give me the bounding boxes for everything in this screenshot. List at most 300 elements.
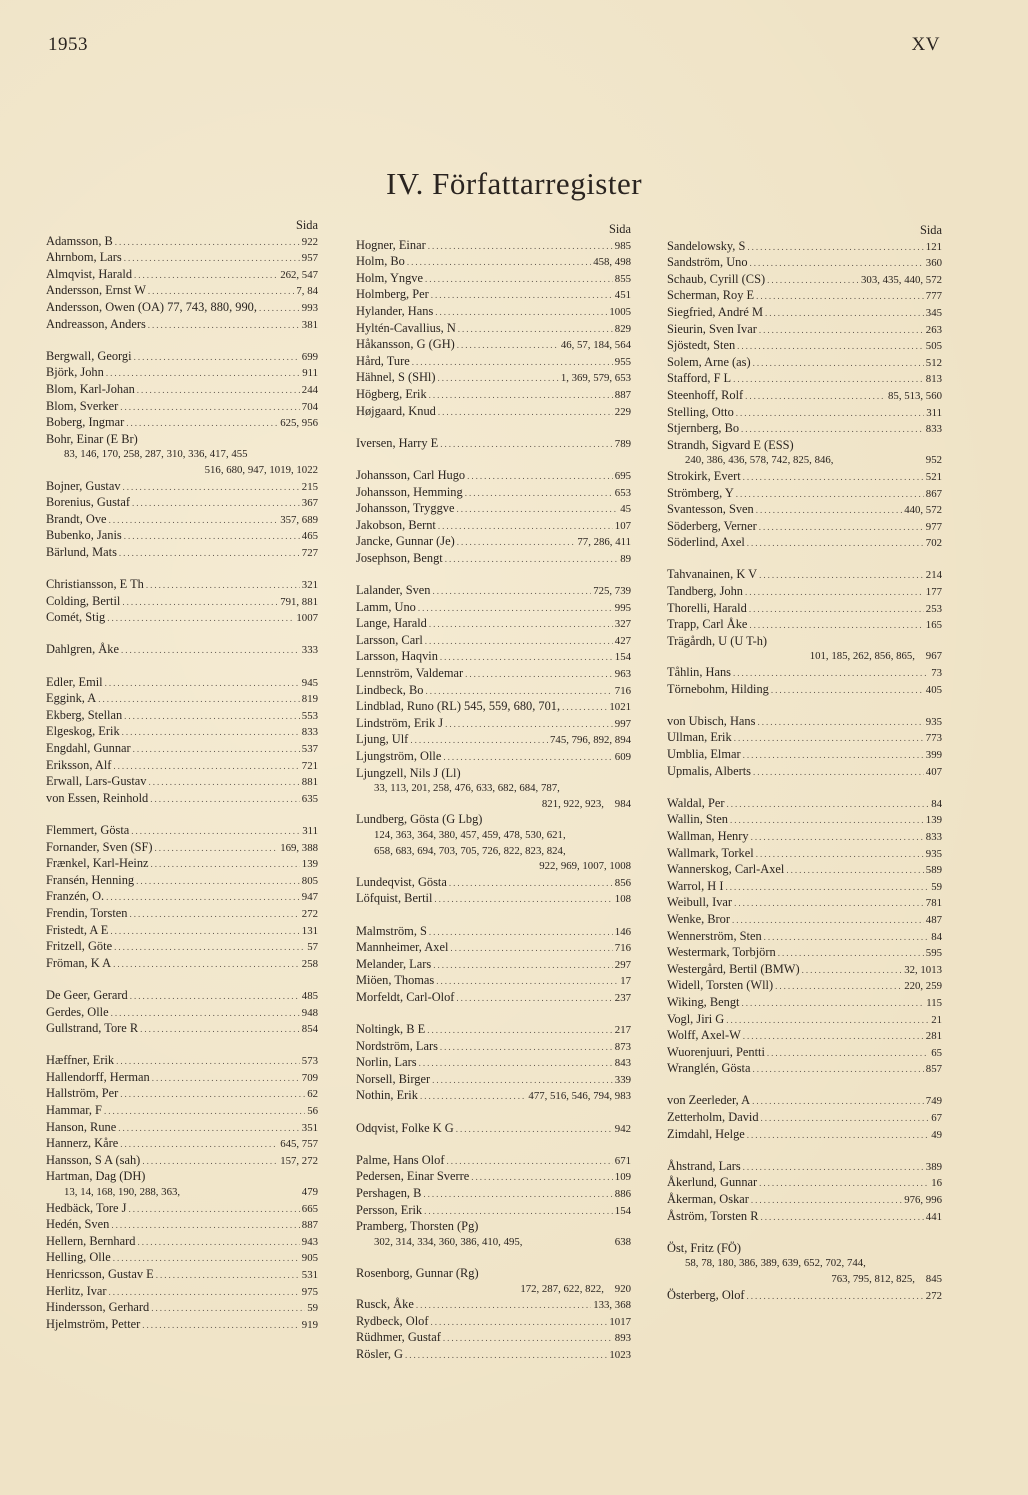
- index-entry: [667, 1110, 942, 1127]
- index-entry: [46, 856, 318, 873]
- entry-page-refs: 244: [301, 383, 318, 396]
- index-entry: [667, 502, 942, 519]
- index-entry: [667, 1159, 942, 1176]
- entry-name: Bergwall, Georgi: [46, 348, 132, 363]
- entry-name: Lange, Harald: [356, 616, 427, 631]
- entry-page-refs: 725, 739: [593, 585, 631, 598]
- entry-page-refs: 46, 57, 184, 564: [560, 339, 631, 352]
- entry-name: Hindersson, Gerhard: [46, 1300, 150, 1315]
- entry-page-refs: 749: [925, 1095, 942, 1108]
- dot-leader: [142, 1154, 278, 1170]
- entry-page-refs: 997: [614, 717, 631, 730]
- entry-page-refs: 716: [614, 942, 631, 955]
- index-entry: [46, 1120, 318, 1137]
- entry-name: Larsson, Haqvin: [356, 649, 438, 664]
- entry-page-refs: 441: [925, 1210, 942, 1223]
- index-entry: [356, 404, 631, 421]
- index-entry: [356, 973, 631, 990]
- entry-name: von Ubisch, Hans: [667, 713, 756, 728]
- index-entry: [46, 577, 318, 594]
- index-group: [46, 823, 318, 972]
- entry-page-refs: 704: [301, 400, 318, 413]
- entry-page-refs: 948: [301, 1006, 318, 1019]
- index-entry: [46, 1234, 318, 1251]
- entry-name: Norsell, Birger: [356, 1071, 431, 1086]
- entry-name: Gullstrand, Tore R: [46, 1021, 139, 1036]
- dot-leader: [428, 239, 613, 255]
- dot-leader: [756, 289, 924, 305]
- entry-name: Elgeskog, Erik: [46, 724, 120, 739]
- index-entry: [667, 1192, 942, 1209]
- entry-page-refs: 695: [614, 469, 631, 482]
- entry-name: Noltingk, B E: [356, 1022, 426, 1037]
- index-group: [356, 924, 631, 1007]
- entry-name: Hedén, Sven: [46, 1217, 110, 1232]
- index-entry: [667, 322, 942, 339]
- entry-page-refs: 7, 84: [296, 285, 318, 298]
- entry-page-refs: 458, 498: [593, 256, 631, 269]
- index-entry: [46, 1153, 318, 1170]
- index-entry: [46, 1217, 318, 1234]
- entry-name: Zetterholm, David: [667, 1110, 759, 1125]
- entry-name: Ullman, Erik: [667, 730, 732, 745]
- entry-name: Vogl, Jiri G: [667, 1011, 725, 1026]
- entry-page-refs: 89: [620, 552, 631, 565]
- entry-page-refs: 721: [301, 759, 318, 772]
- dot-leader: [137, 383, 300, 399]
- entry-name: Hannerz, Kåre: [46, 1136, 119, 1151]
- entry-page-refs: 635: [301, 792, 318, 805]
- index-entry: [356, 1121, 631, 1138]
- index-entry: [46, 1070, 318, 1087]
- dot-leader: [120, 1087, 305, 1103]
- dot-leader: [436, 974, 618, 990]
- entry-page-refs: 521: [925, 470, 942, 483]
- entry-name: Siegfried, André M: [667, 304, 764, 319]
- entry-name: Hedbäck, Tore J: [46, 1200, 127, 1215]
- dot-leader: [429, 925, 613, 941]
- dot-leader: [465, 486, 613, 502]
- dot-leader: [140, 1022, 300, 1038]
- entry-name: Lundeqvist, Gösta: [356, 874, 447, 889]
- entry-page-refs: 777: [925, 290, 942, 303]
- entry-name: Lalander, Sven: [356, 583, 431, 598]
- index-entry: [667, 862, 942, 879]
- index-entry: [356, 957, 631, 974]
- index-entry: [667, 1175, 942, 1192]
- index-entry: [356, 924, 631, 941]
- entry-name: Eggink, A: [46, 691, 97, 706]
- index-entry: [356, 749, 631, 766]
- index-entry: [356, 716, 631, 733]
- entry-page-refs: 919: [301, 1318, 318, 1331]
- entry-refs-cont: 763, 795, 812, 825, 845: [831, 1273, 942, 1285]
- index-entry: [667, 929, 942, 946]
- entry-page-refs: 59: [931, 880, 942, 893]
- dot-leader: [752, 1094, 924, 1110]
- entry-page-refs: 553: [301, 709, 318, 722]
- entry-page-refs: 505: [925, 340, 942, 353]
- entry-page-refs: 32, 1013: [904, 963, 942, 976]
- entry-page-refs: 935: [925, 715, 942, 728]
- entry-name: Ljung, Ulf: [356, 732, 409, 747]
- dot-leader: [425, 272, 613, 288]
- dot-leader: [113, 1251, 300, 1267]
- entry-page-refs: 405: [925, 683, 942, 696]
- entry-name: Fröman, K A: [46, 955, 112, 970]
- entry-page-refs: 1021: [609, 701, 631, 714]
- dot-leader: [450, 941, 612, 957]
- index-entry: [667, 519, 942, 536]
- index-entry: [356, 891, 631, 908]
- index-group: [46, 349, 318, 432]
- entry-name: Söderlind, Axel: [667, 535, 745, 550]
- index-group: [667, 239, 942, 438]
- index-entry: [667, 714, 942, 731]
- entry-name: Dahlgren, Åke: [46, 642, 119, 657]
- entry-name: Pedersen, Einar Sverre: [356, 1169, 470, 1184]
- index-entry: [46, 939, 318, 956]
- dot-leader: [725, 880, 929, 896]
- entry-name: Lindström, Erik J: [356, 715, 444, 730]
- entry-page-refs: 339: [614, 1073, 631, 1086]
- dot-leader: [156, 1268, 300, 1284]
- dot-leader: [733, 372, 924, 388]
- dot-leader: [449, 876, 613, 892]
- dot-leader: [148, 284, 294, 300]
- dot-leader: [259, 301, 300, 317]
- index-entry: [356, 940, 631, 957]
- entry-page-refs: 573: [301, 1055, 318, 1068]
- index-entry: [356, 354, 631, 371]
- entry-page-refs: 854: [301, 1023, 318, 1036]
- dot-leader: [743, 1029, 924, 1045]
- dot-leader: [104, 1104, 305, 1120]
- entry-name: Tåhlin, Hans: [667, 665, 732, 680]
- dot-leader: [749, 602, 924, 618]
- dot-leader: [743, 1160, 924, 1176]
- entry-page-refs: 263: [925, 323, 942, 336]
- index-entry: [667, 535, 942, 552]
- dot-leader: [111, 1218, 299, 1234]
- entry-page-refs: 327: [614, 618, 631, 631]
- index-group: [667, 1093, 942, 1143]
- index-entry: [46, 791, 318, 808]
- index-entry: [46, 889, 318, 906]
- dot-leader: [113, 957, 300, 973]
- entry-name: Persson, Erik: [356, 1202, 423, 1217]
- entry-name: Ekberg, Stellan: [46, 707, 123, 722]
- index-entry: [46, 283, 318, 300]
- entry-page-refs: 813: [925, 373, 942, 386]
- entry-name: Sjöstedt, Sten: [667, 338, 736, 353]
- entry-page-refs: 465: [301, 530, 318, 543]
- entry-name: Frænkel, Karl-Heinz: [46, 856, 149, 871]
- index-entry: [46, 724, 318, 741]
- index-column-2: [356, 218, 631, 1364]
- page-number: XV: [911, 34, 940, 55]
- dot-leader: [736, 487, 924, 503]
- dot-leader: [433, 958, 613, 974]
- entry-page-refs: 653: [614, 486, 631, 499]
- dot-leader: [114, 940, 305, 956]
- entry-name: Tahvanainen, K V: [667, 567, 758, 582]
- entry-name: Pershagen, B: [356, 1186, 422, 1201]
- entry-page-refs: 139: [301, 858, 318, 871]
- entry-page-refs: 451: [614, 289, 631, 302]
- entry-name: De Geer, Gerard: [46, 987, 128, 1002]
- dot-leader: [743, 470, 924, 486]
- entry-page-refs: 311: [302, 824, 318, 837]
- index-entry: [667, 879, 942, 896]
- index-group: [667, 796, 942, 1078]
- index-entry: [46, 349, 318, 366]
- dot-leader: [106, 366, 300, 382]
- entry-page-refs: 220, 259: [904, 980, 942, 993]
- dot-leader: [440, 1040, 613, 1056]
- dot-leader: [151, 857, 300, 873]
- dot-leader: [118, 1121, 300, 1137]
- entry-page-refs: 272: [925, 1289, 942, 1302]
- entry-name: Lennström, Valdemar: [356, 666, 464, 681]
- index-group: [46, 479, 318, 562]
- index-entry: [356, 1169, 631, 1186]
- index-entry: [46, 545, 318, 562]
- dot-leader: [155, 841, 279, 857]
- dot-leader: [756, 847, 924, 863]
- dot-leader: [759, 568, 924, 584]
- entry-page-refs: 945: [301, 676, 318, 689]
- dot-leader: [113, 759, 299, 775]
- entry-name: Åström, Torsten R: [667, 1208, 759, 1223]
- dot-leader: [736, 406, 924, 422]
- entry-name: Rösler, G: [356, 1346, 403, 1361]
- dot-leader: [458, 322, 613, 338]
- index-entry-multiline: [356, 812, 631, 874]
- index-entry: [356, 321, 631, 338]
- dot-leader: [733, 666, 929, 682]
- dot-leader: [737, 339, 924, 355]
- index-entry: [356, 699, 631, 716]
- index-group: [46, 642, 318, 659]
- index-entry: [46, 675, 318, 692]
- dot-leader: [745, 389, 886, 405]
- entry-name: Wennerström, Sten: [667, 928, 762, 943]
- index-entry: [667, 665, 942, 682]
- index-entry: [667, 730, 942, 747]
- dot-leader: [757, 715, 923, 731]
- entry-page-refs: 905: [301, 1252, 318, 1265]
- entry-page-refs: 154: [614, 651, 631, 664]
- page-year: 1953: [48, 34, 88, 55]
- entry-name: Herlitz, Ivar: [46, 1283, 107, 1298]
- index-entry: [356, 1347, 631, 1364]
- index-entry: [356, 1055, 631, 1072]
- index-entry: [356, 271, 631, 288]
- entry-name: Westergård, Bertil (BMW): [667, 961, 800, 976]
- entry-name: Löfquist, Bertil: [356, 891, 433, 906]
- dot-leader: [457, 338, 559, 354]
- dot-leader: [471, 1170, 613, 1186]
- entry-name: Trägårdh, U (U T-h): [667, 633, 768, 648]
- entry-page-refs: 745, 796, 892, 894: [550, 734, 631, 747]
- index-entry: [667, 338, 942, 355]
- entry-page-refs: 1007: [296, 612, 318, 625]
- dot-leader: [445, 552, 618, 568]
- index-entry: [356, 1186, 631, 1203]
- index-group: [46, 234, 318, 334]
- sida-header: Sida: [295, 218, 318, 232]
- index-entry: [356, 485, 631, 502]
- entry-name: Hammar, F: [46, 1103, 102, 1118]
- index-entry: [46, 495, 318, 512]
- dot-leader: [443, 1331, 613, 1347]
- entry-name: Waldal, Per: [667, 795, 725, 810]
- entry-name: Melander, Lars: [356, 956, 432, 971]
- index-group: [667, 665, 942, 698]
- index-group: [46, 577, 318, 627]
- index-entry: [667, 371, 942, 388]
- entry-refs-cont: 302, 314, 334, 360, 386, 410, 495, 638: [374, 1235, 631, 1248]
- index-entry: [667, 421, 942, 438]
- entry-page-refs: 789: [614, 437, 631, 450]
- index-entry: [46, 317, 318, 334]
- index-entry: [46, 823, 318, 840]
- entry-page-refs: 995: [614, 601, 631, 614]
- dot-leader: [734, 896, 924, 912]
- entry-page-refs: 57: [307, 941, 318, 954]
- index-entry: [356, 287, 631, 304]
- index-entry: [46, 382, 318, 399]
- dot-leader: [741, 996, 924, 1012]
- entry-name: Engdahl, Gunnar: [46, 741, 131, 755]
- entry-page-refs: 85, 513, 560: [888, 389, 942, 402]
- dot-leader: [747, 240, 923, 256]
- index-entry: [356, 1088, 631, 1105]
- entry-page-refs: 955: [614, 355, 631, 368]
- dot-leader: [767, 1046, 929, 1062]
- dot-leader: [150, 792, 300, 808]
- entry-name: Lundberg, Gösta (G Lbg): [356, 812, 483, 827]
- entry-page-refs: 819: [301, 693, 318, 706]
- entry-page-refs: 321: [301, 579, 318, 592]
- entry-name: Almqvist, Harald: [46, 266, 133, 281]
- entry-page-refs: 976, 996: [904, 1194, 942, 1207]
- entry-refs-cont: 821, 922, 923, 984: [541, 797, 631, 810]
- entry-page-refs: 65: [931, 1046, 942, 1059]
- entry-name: Högberg, Erik: [356, 386, 427, 401]
- entry-name: Weibull, Ivar: [667, 895, 733, 910]
- index-entry: [46, 906, 318, 923]
- entry-name: Boberg, Ingmar: [46, 415, 125, 430]
- entry-name: Borenius, Gustaf: [46, 495, 130, 510]
- index-entry: [46, 300, 318, 317]
- entry-refs-cont: 516, 680, 947, 1019, 1022: [204, 463, 318, 476]
- entry-page-refs: 893: [614, 1332, 631, 1345]
- entry-page-refs: 333: [301, 644, 318, 657]
- dot-leader: [435, 305, 607, 321]
- index-group: [667, 567, 942, 633]
- index-entry: [46, 1250, 318, 1267]
- entry-name: Helling, Olle: [46, 1250, 111, 1265]
- dot-leader: [457, 535, 576, 551]
- entry-refs-cont: 101, 185, 262, 856, 865, 967: [809, 650, 942, 663]
- entry-page-refs: 56: [307, 1105, 318, 1118]
- entry-page-refs: 829: [614, 322, 631, 335]
- index-entry-multiline: [46, 1169, 318, 1200]
- index-entry: [46, 1136, 318, 1153]
- dot-leader: [416, 1298, 591, 1314]
- entry-name: Blom, Sverker: [46, 398, 119, 413]
- entry-page-refs: 258: [301, 957, 318, 970]
- entry-name: Brandt, Ove: [46, 511, 107, 526]
- index-group: [356, 1121, 631, 1138]
- index-entry: [356, 666, 631, 683]
- entry-name: Stafford, F L: [667, 371, 732, 386]
- index-entry: [356, 518, 631, 535]
- entry-name: Hansson, S A (sah): [46, 1152, 141, 1167]
- index-entry: [46, 250, 318, 267]
- entry-name: Åhstrand, Lars: [667, 1158, 741, 1173]
- entry-page-refs: 389: [925, 1160, 942, 1173]
- entry-page-refs: 886: [614, 1188, 631, 1201]
- entry-name: Norlin, Lars: [356, 1055, 417, 1070]
- entry-name: Iversen, Harry E: [356, 435, 439, 450]
- entry-name: Stjernberg, Bo: [667, 421, 740, 436]
- dot-leader: [433, 584, 592, 600]
- dot-leader: [778, 946, 924, 962]
- entry-page-refs: 262, 547: [280, 268, 318, 281]
- entry-name: Lindbeck, Bo: [356, 682, 424, 697]
- entry-name: Fristedt, A E: [46, 922, 109, 937]
- dot-leader: [747, 1289, 924, 1305]
- index-entry: [46, 1300, 318, 1317]
- index-group: [46, 1053, 318, 1169]
- index-group: [356, 1022, 631, 1105]
- index-entry: [667, 469, 942, 486]
- entry-page-refs: 49: [931, 1128, 942, 1141]
- entry-name: Johansson, Hemming: [356, 484, 463, 499]
- dot-leader: [126, 416, 278, 432]
- entry-name: Holmberg, Per: [356, 287, 429, 302]
- dot-leader: [456, 1122, 613, 1138]
- dot-leader: [751, 1193, 902, 1209]
- entry-page-refs: 531: [301, 1269, 318, 1281]
- entry-page-refs: 109: [614, 1171, 631, 1184]
- index-entry: [667, 1061, 942, 1078]
- index-entry: [667, 617, 942, 634]
- index-entry: [667, 995, 942, 1012]
- index-entry: [667, 1127, 942, 1144]
- dot-leader: [743, 748, 924, 764]
- dot-leader: [747, 1128, 929, 1144]
- entry-name: Björk, John: [46, 365, 104, 380]
- dot-leader: [410, 733, 548, 749]
- entry-page-refs: 214: [925, 569, 942, 582]
- entry-name: Hæffner, Erik: [46, 1053, 115, 1068]
- entry-page-refs: 985: [614, 239, 631, 252]
- dot-leader: [106, 890, 300, 906]
- index-entry-multiline: [356, 766, 631, 813]
- entry-name: Hähnel, S (SHl): [356, 370, 436, 385]
- index-entry: [356, 649, 631, 666]
- index-entry: [46, 1201, 318, 1218]
- index-entry: [356, 600, 631, 617]
- index-entry: [667, 288, 942, 305]
- dot-leader: [730, 813, 924, 829]
- index-entry: [667, 912, 942, 929]
- entry-page-refs: 1023: [609, 1348, 631, 1361]
